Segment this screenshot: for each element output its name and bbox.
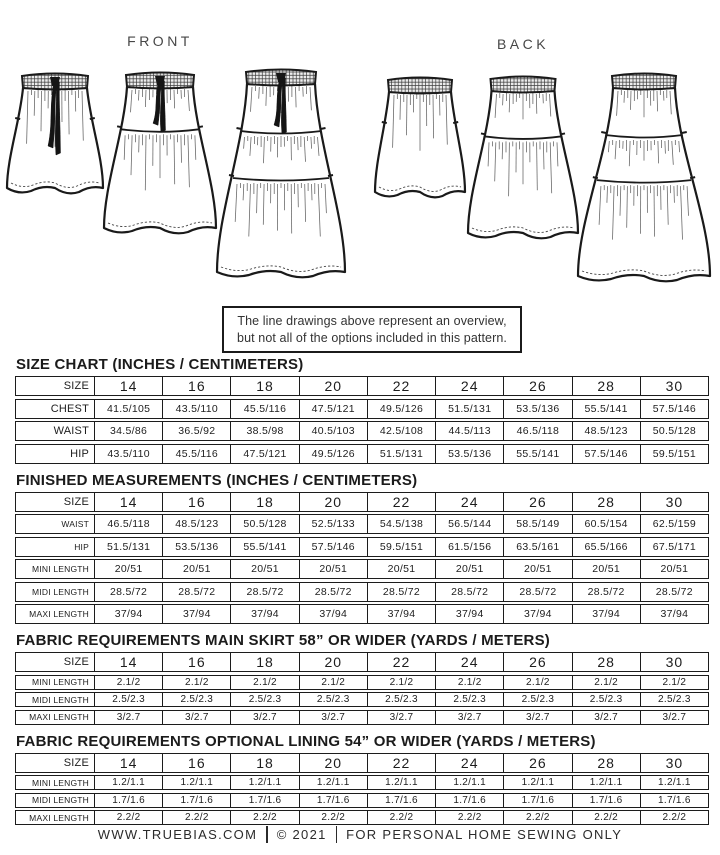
size-cell: 28 xyxy=(572,653,640,671)
table-cell: 20/51 xyxy=(572,560,640,578)
table-cell: 65.5/166 xyxy=(572,538,640,556)
table-cell: 1.7/1.6 xyxy=(640,794,708,807)
size-cell: 14 xyxy=(94,653,162,671)
row-label: SIZE xyxy=(63,656,89,668)
table-cell: 50.5/128 xyxy=(230,515,298,533)
size-cell: 20 xyxy=(299,377,367,395)
table-row xyxy=(15,582,709,602)
table-cell: 48.5/123 xyxy=(162,515,230,533)
finished-measurements-section xyxy=(15,472,709,625)
table-cell: 20/51 xyxy=(230,560,298,578)
table-cell: 1.2/1.1 xyxy=(230,776,298,789)
table-cell: 63.5/161 xyxy=(503,538,571,556)
size-cell: 24 xyxy=(435,754,503,772)
table-cell: 1.7/1.6 xyxy=(162,794,230,807)
size-header-row xyxy=(15,753,709,773)
size-header-row xyxy=(15,376,709,396)
table-cell: 34.5/86 xyxy=(94,422,162,440)
table-row xyxy=(15,793,709,808)
table-cell: 28.5/72 xyxy=(435,583,503,601)
table-cell: 37/94 xyxy=(503,605,571,623)
table-cell: 2.2/2 xyxy=(503,811,571,824)
footer-divider xyxy=(336,826,338,843)
front-mini-skirt-drawing xyxy=(7,74,103,194)
overview-note xyxy=(222,306,522,353)
table-cell: 44.5/113 xyxy=(435,422,503,440)
table-row xyxy=(15,675,709,690)
size-cell: 30 xyxy=(640,493,708,511)
table-row xyxy=(15,810,709,825)
table-cell: 2.5/2.3 xyxy=(572,693,640,706)
table-cell: 2.2/2 xyxy=(640,811,708,824)
table-cell: 46.5/118 xyxy=(94,515,162,533)
size-cell: 16 xyxy=(162,754,230,772)
table-cell: 1.7/1.6 xyxy=(435,794,503,807)
table-cell: 1.7/1.6 xyxy=(367,794,435,807)
front-view-label: FRONT xyxy=(127,33,193,49)
table-cell: 1.7/1.6 xyxy=(572,794,640,807)
size-cell: 20 xyxy=(299,493,367,511)
front-midi-skirt-drawing xyxy=(104,73,216,234)
table-cell: 2.2/2 xyxy=(367,811,435,824)
table-cell: 57.5/146 xyxy=(299,538,367,556)
table-cell: 28.5/72 xyxy=(299,583,367,601)
table-cell: 3/2.7 xyxy=(94,711,162,724)
table-cell: 2.1/2 xyxy=(503,676,571,689)
table-cell: 41.5/105 xyxy=(94,400,162,418)
table-cell: 1.7/1.6 xyxy=(299,794,367,807)
table-cell: 43.5/110 xyxy=(162,400,230,418)
fabric-main-skirt-section xyxy=(15,632,709,725)
table-cell: 3/2.7 xyxy=(230,711,298,724)
row-label: WAIST xyxy=(53,425,89,437)
table-cell: 20/51 xyxy=(94,560,162,578)
table-cell: 2.2/2 xyxy=(94,811,162,824)
table-cell: 2.1/2 xyxy=(367,676,435,689)
table-cell: 2.1/2 xyxy=(299,676,367,689)
table-cell: 55.5/141 xyxy=(572,400,640,418)
table-cell: 46.5/118 xyxy=(503,422,571,440)
table-cell: 47.5/121 xyxy=(299,400,367,418)
table-cell: 2.5/2.3 xyxy=(299,693,367,706)
fabric-lining-section xyxy=(15,733,709,826)
row-label: MIDI LENGTH xyxy=(32,795,89,805)
table-cell: 37/94 xyxy=(572,605,640,623)
table-cell: 53.5/136 xyxy=(162,538,230,556)
row-label: MIDI LENGTH xyxy=(32,586,89,597)
table-cell: 1.2/1.1 xyxy=(572,776,640,789)
size-cell: 22 xyxy=(367,754,435,772)
row-label: SIZE xyxy=(63,495,89,508)
table-cell: 49.5/126 xyxy=(367,400,435,418)
table-cell: 60.5/154 xyxy=(572,515,640,533)
table-cell: 20/51 xyxy=(640,560,708,578)
row-label: MINI LENGTH xyxy=(32,777,89,788)
size-cell: 30 xyxy=(640,377,708,395)
table-row xyxy=(15,559,709,579)
size-cell: 28 xyxy=(572,754,640,772)
table-cell: 2.1/2 xyxy=(640,676,708,689)
size-header-row xyxy=(15,652,709,672)
table-cell: 20/51 xyxy=(162,560,230,578)
size-cell: 18 xyxy=(230,493,298,511)
table-cell: 61.5/156 xyxy=(435,538,503,556)
table-cell: 2.2/2 xyxy=(299,811,367,824)
skirt-line-drawings xyxy=(0,0,720,310)
footer-website: WWW.TRUEBIAS.COM xyxy=(97,827,258,842)
table-cell: 1.2/1.1 xyxy=(640,776,708,789)
fabric-lining-table xyxy=(15,753,709,826)
table-cell: 28.5/72 xyxy=(572,583,640,601)
size-cell: 18 xyxy=(230,754,298,772)
table-cell: 2.5/2.3 xyxy=(230,693,298,706)
table-cell: 1.2/1.1 xyxy=(367,776,435,789)
table-cell: 3/2.7 xyxy=(367,711,435,724)
size-cell: 26 xyxy=(503,754,571,772)
table-row xyxy=(15,514,709,534)
table-cell: 3/2.7 xyxy=(162,711,230,724)
fabric-main-skirt-title: FABRIC REQUIREMENTS MAIN SKIRT 58” OR WIDER (YARDS / METERS) xyxy=(16,632,550,649)
table-cell: 2.2/2 xyxy=(572,811,640,824)
row-label: MINI LENGTH xyxy=(32,677,89,687)
table-cell: 2.1/2 xyxy=(572,676,640,689)
table-cell: 3/2.7 xyxy=(640,711,708,724)
table-row xyxy=(15,399,709,419)
table-row xyxy=(15,604,709,624)
table-cell: 45.5/116 xyxy=(230,400,298,418)
table-cell: 59.5/151 xyxy=(640,445,708,463)
table-cell: 2.2/2 xyxy=(162,811,230,824)
table-cell: 2.1/2 xyxy=(230,676,298,689)
table-cell: 57.5/146 xyxy=(640,400,708,418)
table-cell: 1.7/1.6 xyxy=(94,794,162,807)
row-label: MINI LENGTH xyxy=(32,564,89,574)
table-cell: 1.2/1.1 xyxy=(435,776,503,789)
row-label: MAXI LENGTH xyxy=(29,812,89,823)
size-cell: 16 xyxy=(162,493,230,511)
table-cell: 55.5/141 xyxy=(503,445,571,463)
size-cell: 28 xyxy=(572,493,640,511)
table-cell: 20/51 xyxy=(299,560,367,578)
table-cell: 52.5/133 xyxy=(299,515,367,533)
back-midi-skirt-drawing xyxy=(468,77,578,239)
table-cell: 28.5/72 xyxy=(503,583,571,601)
row-label: SIZE xyxy=(63,380,89,392)
size-header-row xyxy=(15,492,709,512)
table-cell: 53.5/136 xyxy=(435,445,503,463)
tables-area xyxy=(15,356,709,833)
size-cell: 16 xyxy=(162,377,230,395)
table-cell: 2.2/2 xyxy=(230,811,298,824)
table-cell: 37/94 xyxy=(367,605,435,623)
table-cell: 3/2.7 xyxy=(572,711,640,724)
table-cell: 2.5/2.3 xyxy=(162,693,230,706)
finished-measurements-title: FINISHED MEASUREMENTS (INCHES / CENTIMETERS) xyxy=(16,471,418,489)
back-mini-skirt-drawing xyxy=(375,78,465,198)
row-label: SIZE xyxy=(63,756,89,769)
fabric-lining-title: FABRIC REQUIREMENTS OPTIONAL LINING 54” OR WIDER (YARDS / METERS) xyxy=(16,732,596,750)
table-cell: 28.5/72 xyxy=(94,583,162,601)
table-cell: 20/51 xyxy=(435,560,503,578)
table-cell: 42.5/108 xyxy=(367,422,435,440)
table-cell: 51.5/131 xyxy=(435,400,503,418)
table-cell: 51.5/131 xyxy=(94,538,162,556)
size-cell: 20 xyxy=(299,653,367,671)
size-chart-section xyxy=(15,356,709,464)
size-cell: 26 xyxy=(503,653,571,671)
table-cell: 2.5/2.3 xyxy=(503,693,571,706)
table-cell: 36.5/92 xyxy=(162,422,230,440)
table-cell: 37/94 xyxy=(640,605,708,623)
table-cell: 2.5/2.3 xyxy=(435,693,503,706)
size-cell: 14 xyxy=(94,493,162,511)
table-row xyxy=(15,692,709,707)
table-cell: 2.1/2 xyxy=(162,676,230,689)
size-cell: 26 xyxy=(503,493,571,511)
row-label: MAXI LENGTH xyxy=(29,609,89,619)
table-cell: 49.5/126 xyxy=(299,445,367,463)
table-cell: 51.5/131 xyxy=(367,445,435,463)
table-cell: 43.5/110 xyxy=(94,445,162,463)
size-cell: 30 xyxy=(640,754,708,772)
table-cell: 47.5/121 xyxy=(230,445,298,463)
row-label: CHEST xyxy=(50,402,89,415)
table-cell: 3/2.7 xyxy=(435,711,503,724)
note-line-1: The line drawings above represent an overview, xyxy=(237,314,507,328)
table-cell: 67.5/171 xyxy=(640,538,708,556)
table-cell: 3/2.7 xyxy=(299,711,367,724)
table-cell: 55.5/141 xyxy=(230,538,298,556)
table-cell: 28.5/72 xyxy=(640,583,708,601)
size-chart-title: SIZE CHART (INCHES / CENTIMETERS) xyxy=(16,356,304,373)
size-cell: 24 xyxy=(435,493,503,511)
size-cell: 18 xyxy=(230,653,298,671)
note-line-2: but not all of the options included in this pattern. xyxy=(237,330,507,345)
table-row xyxy=(15,537,709,557)
table-cell: 56.5/144 xyxy=(435,515,503,533)
table-cell: 20/51 xyxy=(503,560,571,578)
footer-license: FOR PERSONAL HOME SEWING ONLY xyxy=(346,827,623,842)
size-chart-table xyxy=(15,376,709,464)
table-cell: 54.5/138 xyxy=(367,515,435,533)
table-cell: 2.5/2.3 xyxy=(367,693,435,706)
size-cell: 24 xyxy=(435,377,503,395)
table-row xyxy=(15,775,709,790)
front-maxi-skirt-drawing xyxy=(217,70,345,278)
table-cell: 20/51 xyxy=(367,560,435,578)
size-cell: 20 xyxy=(299,754,367,772)
table-cell: 38.5/98 xyxy=(230,422,298,440)
table-cell: 1.2/1.1 xyxy=(299,776,367,789)
row-label: MAXI LENGTH xyxy=(29,712,89,722)
table-cell: 28.5/72 xyxy=(230,583,298,601)
table-cell: 2.1/2 xyxy=(435,676,503,689)
table-cell: 37/94 xyxy=(299,605,367,623)
size-cell: 22 xyxy=(367,493,435,511)
table-cell: 28.5/72 xyxy=(162,583,230,601)
table-cell: 2.5/2.3 xyxy=(640,693,708,706)
table-cell: 1.2/1.1 xyxy=(503,776,571,789)
table-cell: 50.5/128 xyxy=(640,422,708,440)
table-cell: 53.5/136 xyxy=(503,400,571,418)
row-label: MIDI LENGTH xyxy=(32,694,89,705)
size-cell: 14 xyxy=(94,377,162,395)
table-row xyxy=(15,710,709,725)
table-cell: 59.5/151 xyxy=(367,538,435,556)
row-label: HIP xyxy=(74,541,89,552)
size-cell: 30 xyxy=(640,653,708,671)
table-cell: 37/94 xyxy=(435,605,503,623)
table-cell: 37/94 xyxy=(230,605,298,623)
table-cell: 45.5/116 xyxy=(162,445,230,463)
footer-copyright: © 2021 xyxy=(276,827,327,842)
table-cell: 57.5/146 xyxy=(572,445,640,463)
table-cell: 2.2/2 xyxy=(435,811,503,824)
table-cell: 3/2.7 xyxy=(503,711,571,724)
size-cell: 22 xyxy=(367,377,435,395)
table-cell: 1.7/1.6 xyxy=(230,794,298,807)
footer-divider xyxy=(266,826,268,843)
table-cell: 62.5/159 xyxy=(640,515,708,533)
table-row xyxy=(15,421,709,441)
footer xyxy=(0,826,720,843)
size-cell: 26 xyxy=(503,377,571,395)
table-cell: 2.5/2.3 xyxy=(94,693,162,706)
size-cell: 28 xyxy=(572,377,640,395)
back-view-label: BACK xyxy=(496,36,550,52)
table-cell: 1.7/1.6 xyxy=(503,794,571,807)
row-label: WAIST xyxy=(61,519,89,529)
size-cell: 14 xyxy=(94,754,162,772)
size-cell: 16 xyxy=(162,653,230,671)
table-cell: 40.5/103 xyxy=(299,422,367,440)
row-label: HIP xyxy=(70,447,89,460)
table-cell: 58.5/149 xyxy=(503,515,571,533)
table-cell: 2.1/2 xyxy=(94,676,162,689)
table-cell: 48.5/123 xyxy=(572,422,640,440)
size-cell: 24 xyxy=(435,653,503,671)
size-cell: 18 xyxy=(230,377,298,395)
size-cell: 22 xyxy=(367,653,435,671)
table-cell: 1.2/1.1 xyxy=(162,776,230,789)
fabric-main-skirt-table xyxy=(15,652,709,725)
table-cell: 37/94 xyxy=(162,605,230,623)
table-cell: 28.5/72 xyxy=(367,583,435,601)
finished-measurements-table xyxy=(15,492,709,625)
table-cell: 1.2/1.1 xyxy=(94,776,162,789)
table-row xyxy=(15,444,709,464)
table-cell: 37/94 xyxy=(94,605,162,623)
back-maxi-skirt-drawing xyxy=(578,74,710,282)
